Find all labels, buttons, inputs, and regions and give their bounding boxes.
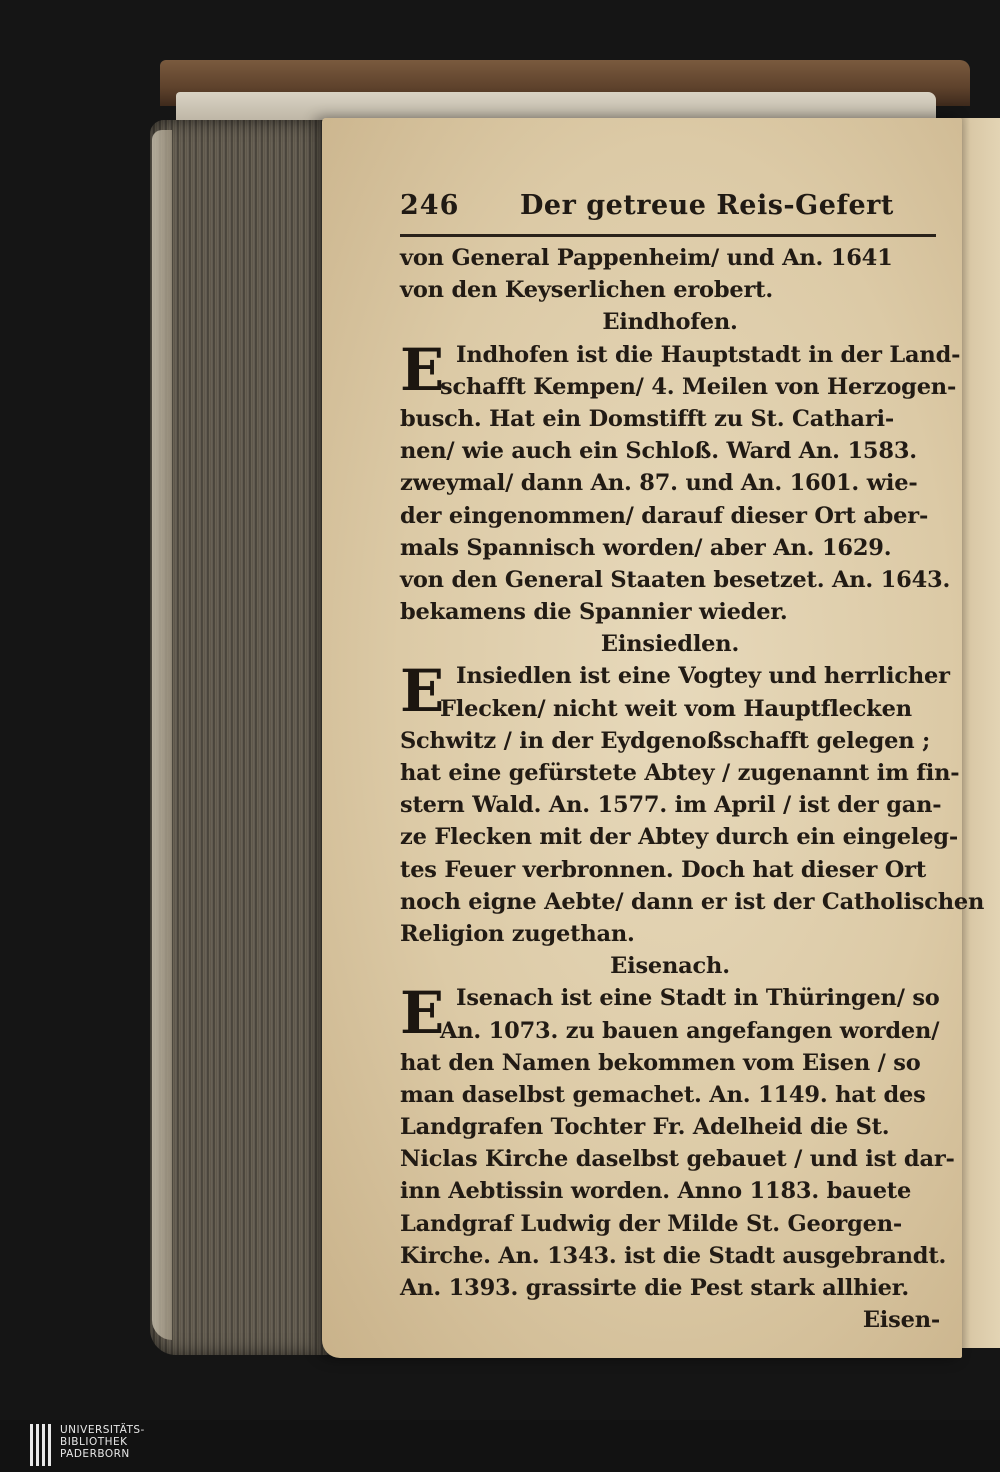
text-line bbox=[400, 1079, 940, 1111]
drop-cap: E bbox=[400, 335, 445, 404]
line-text: Niclas Kirche daselbst gebauet / und ist dar- bbox=[400, 1146, 955, 1173]
section-heading bbox=[400, 628, 940, 660]
text-line bbox=[400, 725, 940, 757]
line-text: Schwitz / in der Eydgenoßschafft gelegen ; bbox=[400, 727, 931, 754]
text-line bbox=[400, 1208, 940, 1240]
drop-cap: E bbox=[400, 657, 445, 726]
page-text bbox=[400, 242, 985, 1336]
line-text: bekamens die Spannier wieder. bbox=[400, 599, 788, 626]
line-text: nen/ wie auch ein Schloß. Ward An. 1583. bbox=[400, 438, 917, 465]
line-text: mals Spannisch worden/ aber An. 1629. bbox=[400, 534, 892, 561]
line-text: Insiedlen ist eine Vogtey und herrlicher bbox=[456, 663, 950, 690]
line-text: schafft Kempen/ 4. Meilen von Herzogen- bbox=[440, 373, 957, 400]
line-text: inn Aebtissin worden. Anno 1183. bauete bbox=[400, 1178, 912, 1205]
line-text: Eisen- bbox=[862, 1307, 940, 1334]
line-text: Indhofen ist die Hauptstadt in der Land- bbox=[456, 341, 961, 368]
library-logo-icon bbox=[30, 1424, 52, 1466]
library-logo-text bbox=[60, 1424, 145, 1460]
running-title: Der getreue Reis-Gefert bbox=[520, 190, 894, 221]
line-text: Einsiedlen. bbox=[600, 631, 740, 658]
line-text: Religion zugethan. bbox=[400, 920, 635, 947]
line-text: von den General Staaten besetzet. An. 1643. bbox=[400, 566, 951, 593]
text-line bbox=[400, 596, 940, 628]
footer-bar bbox=[0, 1420, 1000, 1472]
text-line bbox=[400, 435, 940, 467]
text-line bbox=[400, 1272, 940, 1304]
line-text: Isenach ist eine Stadt in Thüringen/ so bbox=[456, 985, 940, 1012]
line-text: stern Wald. An. 1577. im April / ist der gan- bbox=[400, 792, 942, 819]
line-text: der eingenommen/ darauf dieser Ort aber- bbox=[400, 502, 929, 529]
text-line bbox=[400, 371, 957, 403]
fore-edge-highlight bbox=[152, 130, 172, 1340]
book-fore-edge bbox=[150, 120, 340, 1355]
line-text: noch eigne Aebte/ dann er ist der Catholischen bbox=[400, 888, 985, 915]
text-line bbox=[400, 564, 951, 596]
section-heading bbox=[400, 306, 940, 338]
text-line bbox=[400, 1143, 955, 1175]
text-line bbox=[400, 467, 940, 499]
text-line bbox=[400, 1047, 940, 1079]
text-line bbox=[400, 500, 940, 532]
line-text: zweymal/ dann An. 87. und An. 1601. wie- bbox=[400, 470, 918, 497]
text-line bbox=[400, 757, 960, 789]
line-text: Eindhofen. bbox=[602, 309, 738, 336]
logo-line-2: BIBLIOTHEK bbox=[60, 1436, 128, 1448]
line-text: Flecken/ nicht weit vom Hauptflecken bbox=[440, 695, 912, 722]
logo-line-1: UNIVERSITÄTS- bbox=[60, 1424, 145, 1436]
drop-cap: E bbox=[400, 979, 445, 1048]
running-head bbox=[400, 190, 938, 230]
text-line bbox=[400, 918, 940, 950]
text-line bbox=[400, 1111, 940, 1143]
line-text: ze Flecken mit der Abtey durch ein eingeleg- bbox=[400, 824, 958, 851]
text-line bbox=[400, 242, 940, 274]
logo-line-3: PADERBORN bbox=[60, 1448, 130, 1460]
line-text: Landgraf Ludwig der Milde St. Georgen- bbox=[400, 1210, 903, 1237]
page-number: 246 bbox=[400, 190, 460, 221]
text-line bbox=[400, 1015, 940, 1047]
line-text: Landgrafen Tochter Fr. Adelheid die St. bbox=[400, 1114, 890, 1141]
line-text: hat eine gefürstete Abtey / zugenannt im fin- bbox=[400, 760, 960, 786]
text-line bbox=[400, 854, 940, 886]
text-line bbox=[400, 532, 940, 564]
line-text: von General Pappenheim/ und An. 1641 bbox=[400, 245, 893, 271]
line-text: von den Keyserlichen erobert. bbox=[400, 277, 773, 304]
header-rule bbox=[400, 234, 936, 237]
line-text: hat den Namen bekommen vom Eisen / so bbox=[400, 1049, 921, 1076]
line-text: Eisenach. bbox=[610, 953, 730, 980]
text-line bbox=[400, 274, 940, 306]
text-line bbox=[400, 1240, 947, 1272]
line-text: An. 1073. zu bauen angefangen worden/ bbox=[440, 1017, 940, 1044]
line-text: tes Feuer verbronnen. Doch hat dieser Ort bbox=[400, 856, 927, 883]
line-text: An. 1393. grassirte die Pest stark allhier. bbox=[400, 1275, 909, 1301]
text-line bbox=[400, 1175, 940, 1207]
catchword bbox=[400, 1304, 940, 1336]
line-text: man daselbst gemachet. An. 1149. hat des bbox=[400, 1081, 926, 1108]
text-line bbox=[400, 789, 940, 821]
line-text: Kirche. An. 1343. ist die Stadt ausgebrandt. bbox=[400, 1242, 947, 1269]
text-line bbox=[400, 693, 940, 725]
text-line bbox=[400, 403, 940, 435]
line-text: busch. Hat ein Domstifft zu St. Cathari- bbox=[400, 405, 894, 432]
text-line bbox=[400, 886, 985, 918]
text-line bbox=[400, 821, 958, 853]
section-heading bbox=[400, 950, 940, 982]
